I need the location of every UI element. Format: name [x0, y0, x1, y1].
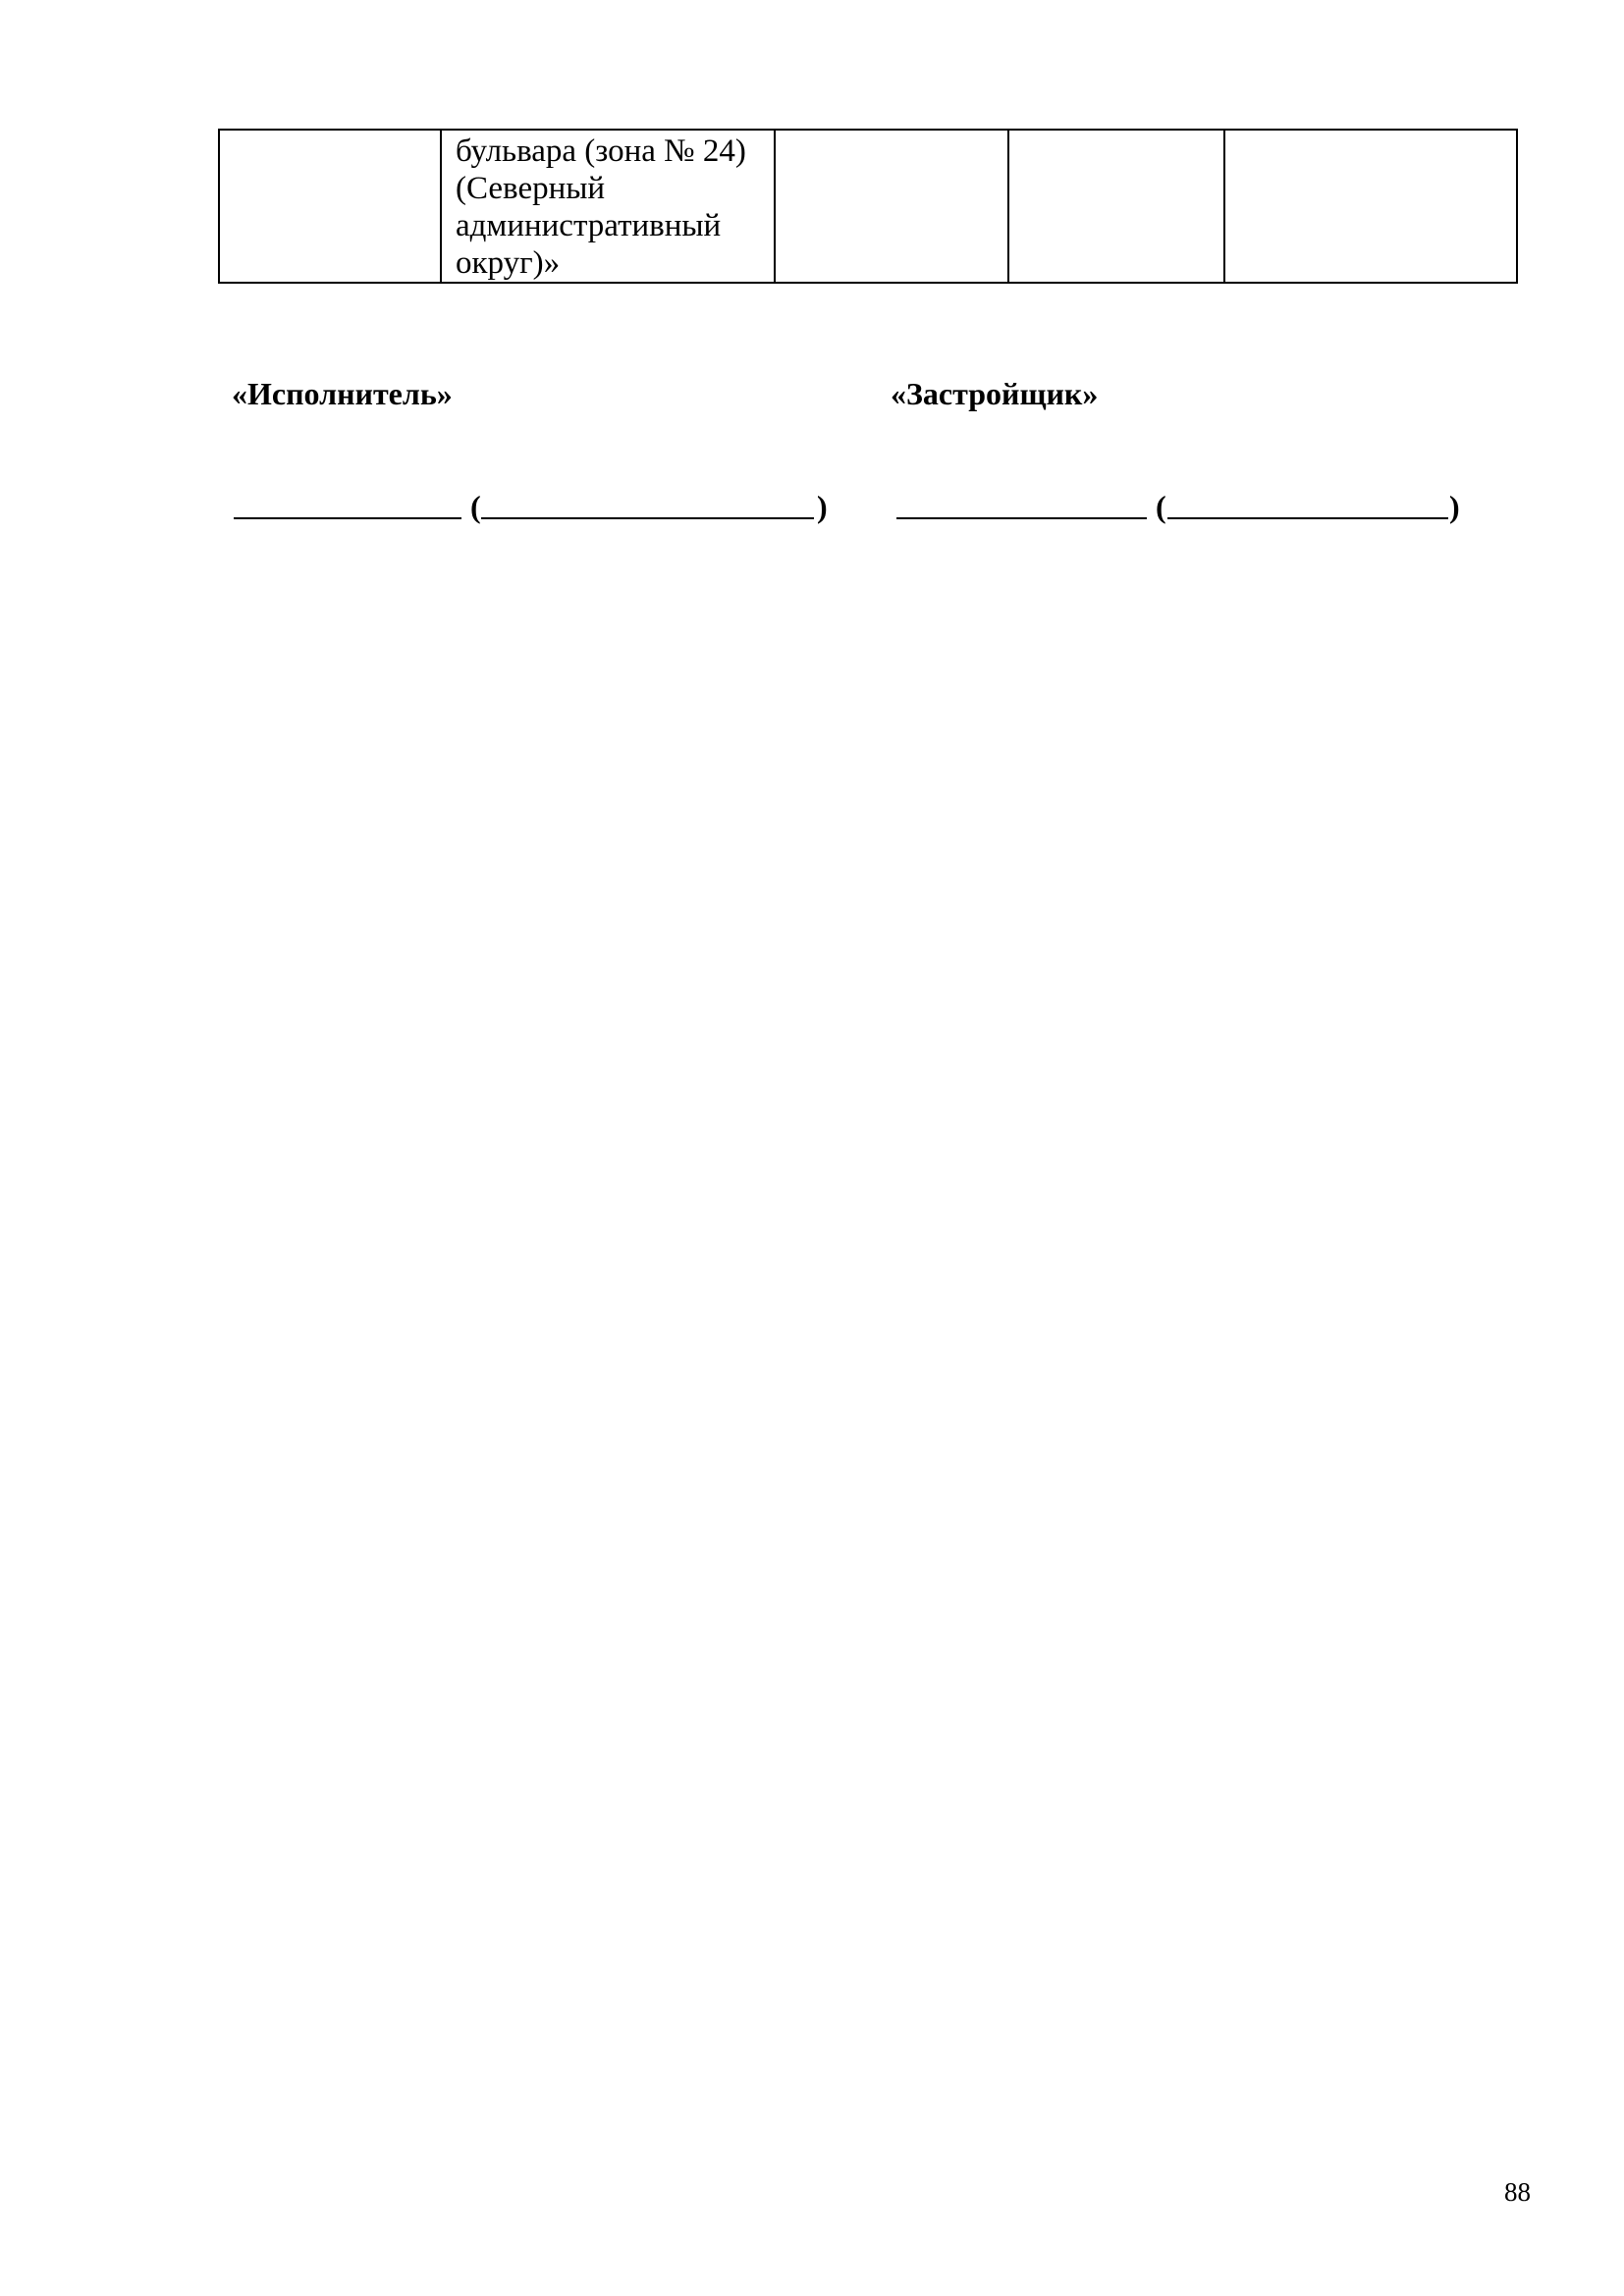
document-table	[218, 129, 1518, 284]
developer-signature-line	[896, 487, 1466, 526]
executor-party-label: «Исполнитель»	[232, 376, 453, 411]
page-number: 88	[1504, 2177, 1531, 2207]
developer-close-paren: )	[1449, 489, 1460, 524]
table-cell	[775, 130, 1008, 283]
developer-party-label: «Застройщик»	[891, 376, 1099, 411]
executor-signature-blank	[234, 517, 461, 519]
executor-name-blank	[481, 517, 814, 519]
developer-open-paren: (	[1156, 489, 1166, 524]
executor-signature-line	[232, 487, 831, 526]
address-text: бульвара (зона № 24) (Северный административный округ)»	[456, 133, 746, 281]
table-cell	[1008, 130, 1224, 283]
executor-close-paren: )	[817, 489, 828, 524]
table-cell	[219, 130, 441, 283]
table-cell-address	[441, 130, 775, 283]
developer-signature-blank	[896, 517, 1147, 519]
developer-name-blank	[1167, 517, 1448, 519]
executor-open-paren: (	[470, 489, 481, 524]
table-cell	[1224, 130, 1517, 283]
table-row	[219, 130, 1517, 283]
